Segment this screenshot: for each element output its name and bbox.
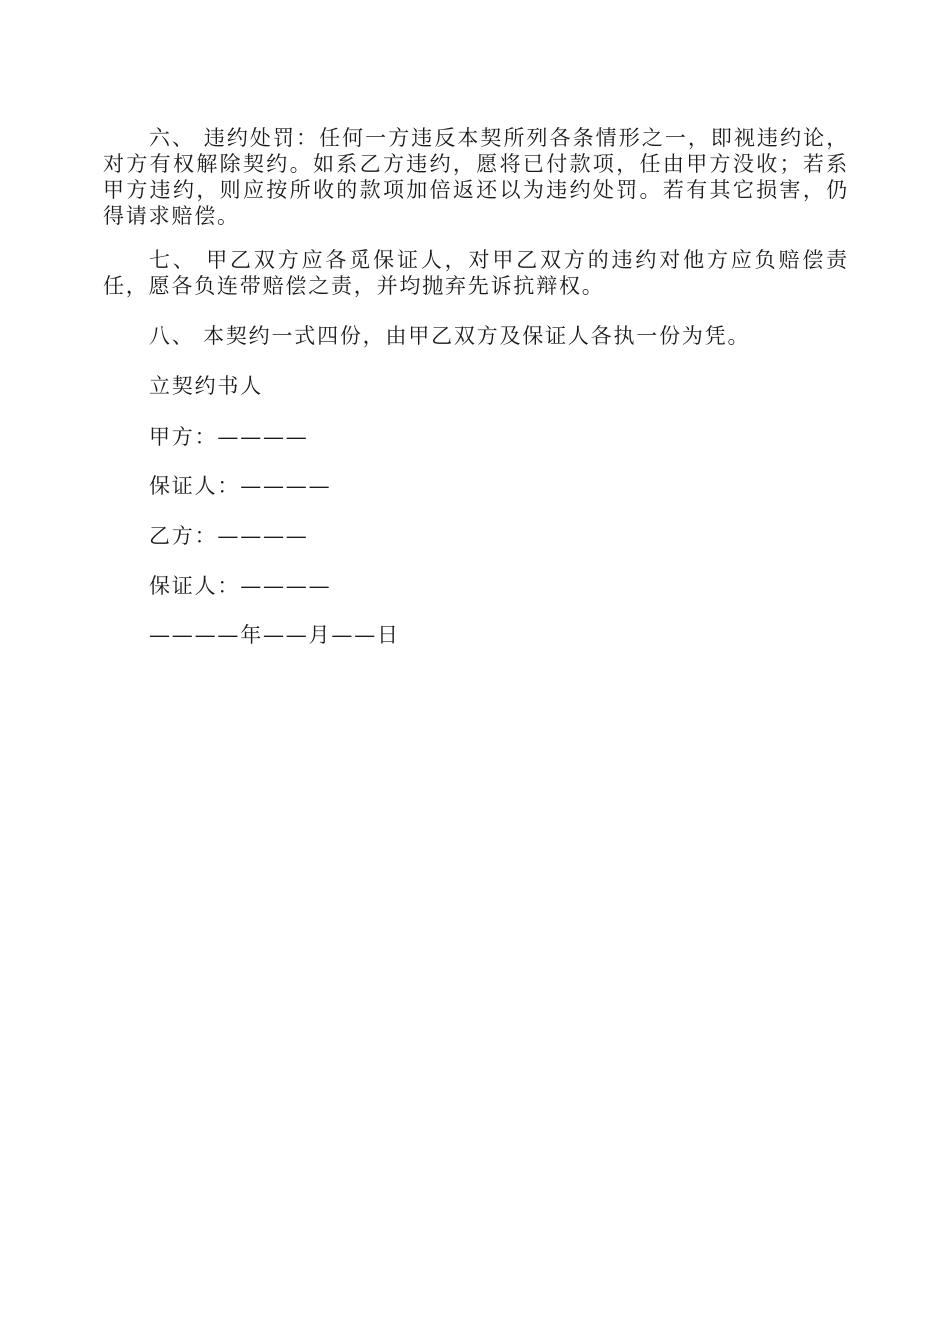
- signatories-heading: 立契约书人: [149, 374, 263, 398]
- clause-seven: 七、 甲乙双方应各觅保证人，对甲乙双方的违约对他方应负赔偿责任，愿各负连带赔偿之责，并均抛弃先诉抗辩权。: [103, 248, 849, 298]
- clause-six: 六、 违约处罚：任何一方违反本契所列各条情形之一，即视违约论，对方有权解除契约。如系乙方违约，愿将已付款项，任由甲方没收；若系甲方违约，则应按所收的款项加倍返还以为违约处罚。若有其它损害，仍得请求赔偿。: [103, 126, 849, 228]
- party-b-line: 乙方：————: [149, 524, 309, 548]
- date-line: ————年——月——日: [149, 623, 400, 647]
- guarantor-a-line: 保证人：————: [149, 474, 332, 498]
- guarantor-b-line: 保证人：————: [149, 574, 332, 598]
- party-a-line: 甲方：————: [149, 425, 309, 449]
- clause-eight: 八、 本契约一式四份，由甲乙双方及保证人各执一份为凭。: [149, 324, 751, 348]
